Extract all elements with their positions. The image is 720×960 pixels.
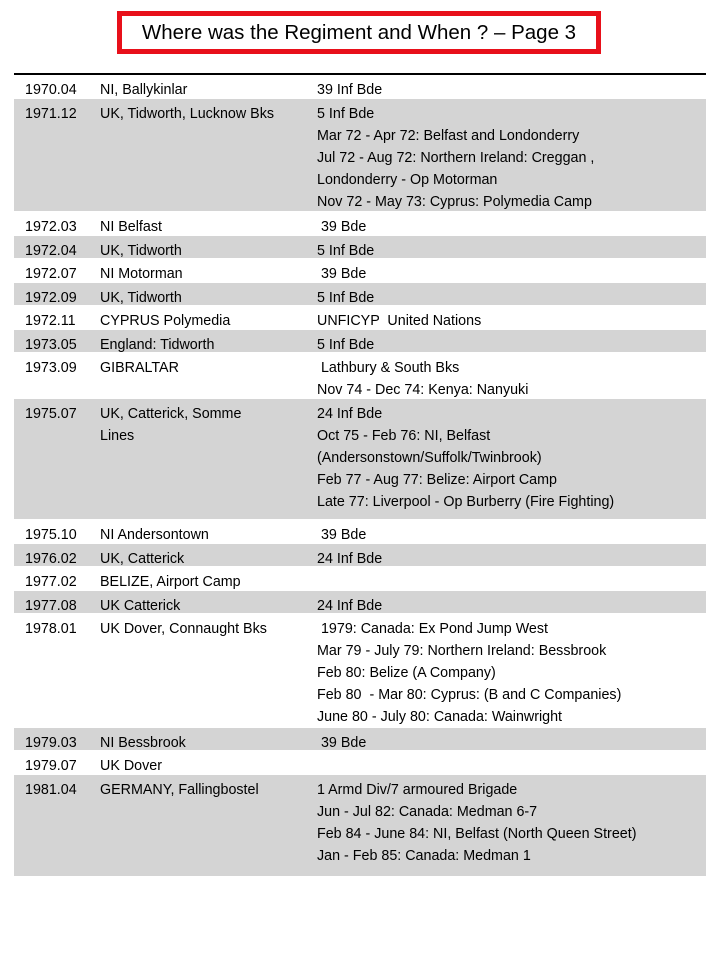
location-line: UK, Catterick, Somme xyxy=(100,405,242,422)
table-row xyxy=(14,236,706,258)
table-row xyxy=(14,775,706,876)
brigade-label: 39 Inf Bde xyxy=(317,82,383,98)
table-row xyxy=(14,567,706,589)
brigade-label: 5 Inf Bde xyxy=(317,105,375,122)
row-date: 1972.11 xyxy=(25,313,76,329)
table-row xyxy=(14,75,706,97)
brigade-label: 1979: Canada: Ex Pond Jump West xyxy=(317,621,549,637)
location-line: UK, Tidworth xyxy=(100,242,182,259)
row-date: 1972.09 xyxy=(25,289,77,306)
row-date: 1977.08 xyxy=(25,597,77,614)
location-line: BELIZE, Airport Camp xyxy=(100,574,241,590)
brigade-label: 39 Bde xyxy=(317,527,367,543)
row-date: 1975.10 xyxy=(25,527,77,543)
location-line: NI Bessbrook xyxy=(100,734,186,751)
page-title: Where was the Regiment and When ? – Page 3 xyxy=(117,11,601,54)
row-date: 1973.05 xyxy=(25,336,77,353)
brigade-label: 5 Inf Bde xyxy=(317,336,375,353)
brigade-label: 39 Bde xyxy=(317,219,367,235)
detail-line: Feb 77 - Aug 77: Belize: Airport Camp xyxy=(317,471,557,488)
table-row xyxy=(14,399,706,519)
detail-line: Londonderry - Op Motorman xyxy=(317,171,498,188)
detail-line: Jul 72 - Aug 72: Northern Ireland: Creggan , xyxy=(317,149,595,166)
table-row xyxy=(14,353,706,397)
location-line: NI Andersontown xyxy=(100,527,209,543)
row-date: 1970.04 xyxy=(25,82,77,98)
table-row xyxy=(14,259,706,281)
table-row xyxy=(14,212,706,234)
detail-line: Feb 80: Belize (A Company) xyxy=(317,665,496,681)
row-date: 1973.09 xyxy=(25,360,77,376)
row-brigade xyxy=(317,779,636,867)
detail-line: Nov 74 - Dec 74: Kenya: Nanyuki xyxy=(317,382,529,398)
table-row xyxy=(14,520,706,542)
detail-line: Mar 79 - July 79: Northern Ireland: Bessbrook xyxy=(317,643,607,659)
location-line: UK, Catterick xyxy=(100,550,185,567)
row-location xyxy=(100,779,259,801)
row-location xyxy=(100,357,179,379)
brigade-label: 5 Inf Bde xyxy=(317,289,375,306)
brigade-label: 39 Bde xyxy=(317,734,367,751)
location-line: Lines xyxy=(100,427,135,444)
row-brigade xyxy=(317,403,614,513)
table-row xyxy=(14,728,706,750)
table-row xyxy=(14,751,706,773)
detail-line: (Andersonstown/Suffolk/Twinbrook) xyxy=(317,449,542,466)
row-date: 1976.02 xyxy=(25,550,77,567)
location-line: UK, Tidworth xyxy=(100,289,182,306)
detail-line: Nov 72 - May 73: Cyprus: Polymedia Camp xyxy=(317,193,592,210)
row-date: 1979.03 xyxy=(25,734,77,751)
table-row xyxy=(14,544,706,566)
location-line: NI Belfast xyxy=(100,219,162,235)
brigade-label: 24 Inf Bde xyxy=(317,405,383,422)
row-date: 1978.01 xyxy=(25,621,77,637)
row-location xyxy=(100,103,274,125)
row-date: 1975.07 xyxy=(25,405,77,422)
table-row xyxy=(14,330,706,352)
brigade-label: 5 Inf Bde xyxy=(317,242,375,259)
row-brigade xyxy=(317,618,621,728)
detail-line: Late 77: Liverpool - Op Burberry (Fire Fighting) xyxy=(317,493,615,510)
location-line: GIBRALTAR xyxy=(100,360,179,376)
location-line: NI Motorman xyxy=(100,266,183,282)
row-date: 1972.04 xyxy=(25,242,77,259)
detail-line: Oct 75 - Feb 76: NI, Belfast xyxy=(317,427,491,444)
location-line: UK Catterick xyxy=(100,597,181,614)
row-location xyxy=(100,403,241,447)
row-brigade xyxy=(317,103,594,213)
detail-line: June 80 - July 80: Canada: Wainwright xyxy=(317,709,563,725)
row-date: 1971.12 xyxy=(25,105,77,122)
row-brigade xyxy=(317,357,528,401)
table-row xyxy=(14,99,706,211)
location-line: NI, Ballykinlar xyxy=(100,82,188,98)
row-date: 1979.07 xyxy=(25,758,77,774)
table-row xyxy=(14,614,706,726)
brigade-label: Lathbury & South Bks xyxy=(317,360,460,376)
deployment-table xyxy=(14,73,706,876)
brigade-label: 24 Inf Bde xyxy=(317,597,383,614)
location-line: England: Tidworth xyxy=(100,336,215,353)
row-date: 1981.04 xyxy=(25,781,77,798)
detail-line: Jun - Jul 82: Canada: Medman 6-7 xyxy=(317,803,538,820)
location-line: UK Dover, Connaught Bks xyxy=(100,621,267,637)
location-line: GERMANY, Fallingbostel xyxy=(100,781,259,798)
brigade-label: UNFICYP United Nations xyxy=(317,313,482,329)
brigade-label: 39 Bde xyxy=(317,266,367,282)
row-date: 1972.07 xyxy=(25,266,77,282)
table-row xyxy=(14,283,706,305)
brigade-label: 1 Armd Div/7 armoured Brigade xyxy=(317,781,518,798)
location-line: CYPRUS Polymedia xyxy=(100,313,231,329)
detail-line: Feb 80 - Mar 80: Cyprus: (B and C Companies) xyxy=(317,687,622,703)
row-date: 1977.02 xyxy=(25,574,77,590)
brigade-label: 24 Inf Bde xyxy=(317,550,383,567)
detail-line: Jan - Feb 85: Canada: Medman 1 xyxy=(317,847,531,864)
row-date: 1972.03 xyxy=(25,219,77,235)
row-location xyxy=(100,618,267,640)
table-row xyxy=(14,591,706,613)
location-line: UK, Tidworth, Lucknow Bks xyxy=(100,105,275,122)
detail-line: Mar 72 - Apr 72: Belfast and Londonderry xyxy=(317,127,580,144)
table-row xyxy=(14,306,706,328)
detail-line: Feb 84 - June 84: NI, Belfast (North Queen Street) xyxy=(317,825,637,842)
location-line: UK Dover xyxy=(100,758,162,774)
